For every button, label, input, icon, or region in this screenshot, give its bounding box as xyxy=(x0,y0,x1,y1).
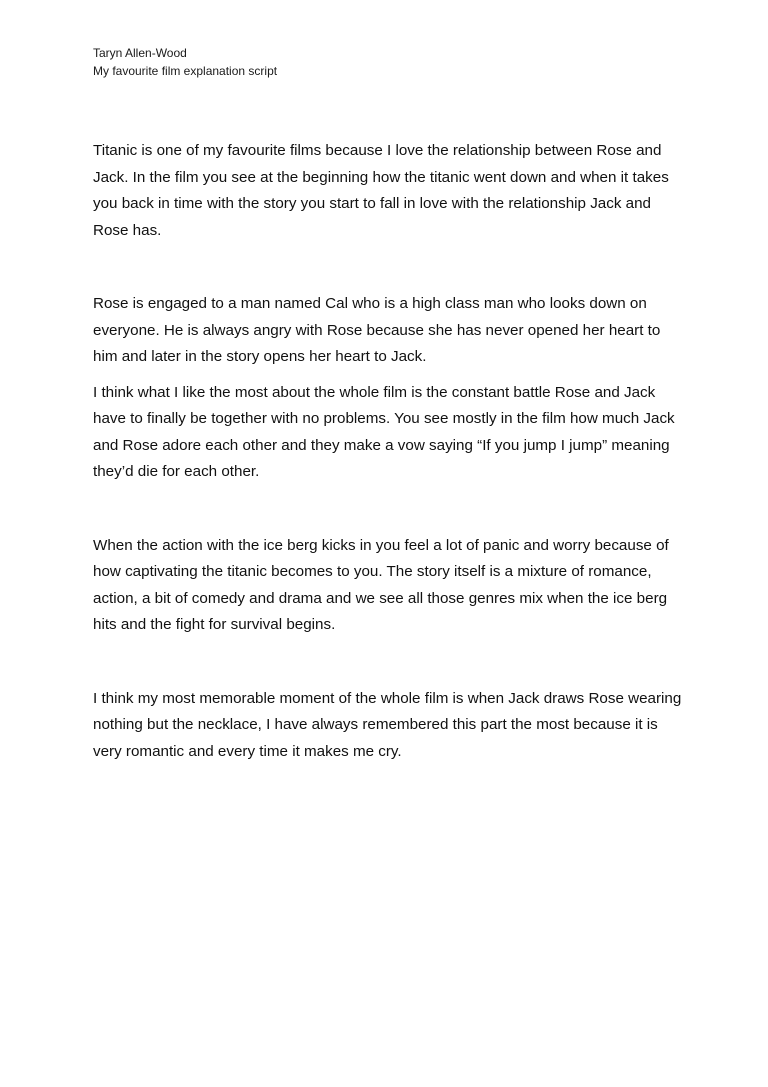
paragraph-memorable: I think my most memorable moment of the whole film is when Jack draws Rose wearing nothing but the necklace, I have always remembered this part the most because it is very romantic and every time it makes me cry. xyxy=(93,689,682,760)
author-name: Taryn Allen-Wood xyxy=(93,46,187,60)
document-subtitle: My favourite film explanation script xyxy=(93,64,278,78)
document-body xyxy=(93,138,683,765)
paragraph-cal: Rose is engaged to a man named Cal who is a high class man who looks down on everyone. He is always angry with Rose because she has never opened her heart to him and later in the story opens her heart to Jack. xyxy=(93,295,661,365)
paragraph-intro: Titanic is one of my favourite films because I love the relationship between Rose and Jack. In the film you see at the beginning how the titanic went down and when it takes you back in time with the story you start to fall in love with the relationship Jack and Rose has. xyxy=(93,142,669,239)
paragraph-iceberg: When the action with the ice berg kicks in you feel a lot of panic and worry because of how captivating the titanic becomes to you. The story itself is a mixture of romance, action, a bit of comedy and drama and we see all those genres mix when the ice berg hits and the fight for survival begins. xyxy=(93,536,669,633)
document-header xyxy=(93,44,693,80)
paragraph-battle: I think what I like the most about the whole film is the constant battle Rose and Jack have to finally be together with no problems. You see mostly in the film how much Jack and Rose adore each other and they make a vow saying “If you jump I jump” meaning they’d die for each other. xyxy=(93,383,675,480)
